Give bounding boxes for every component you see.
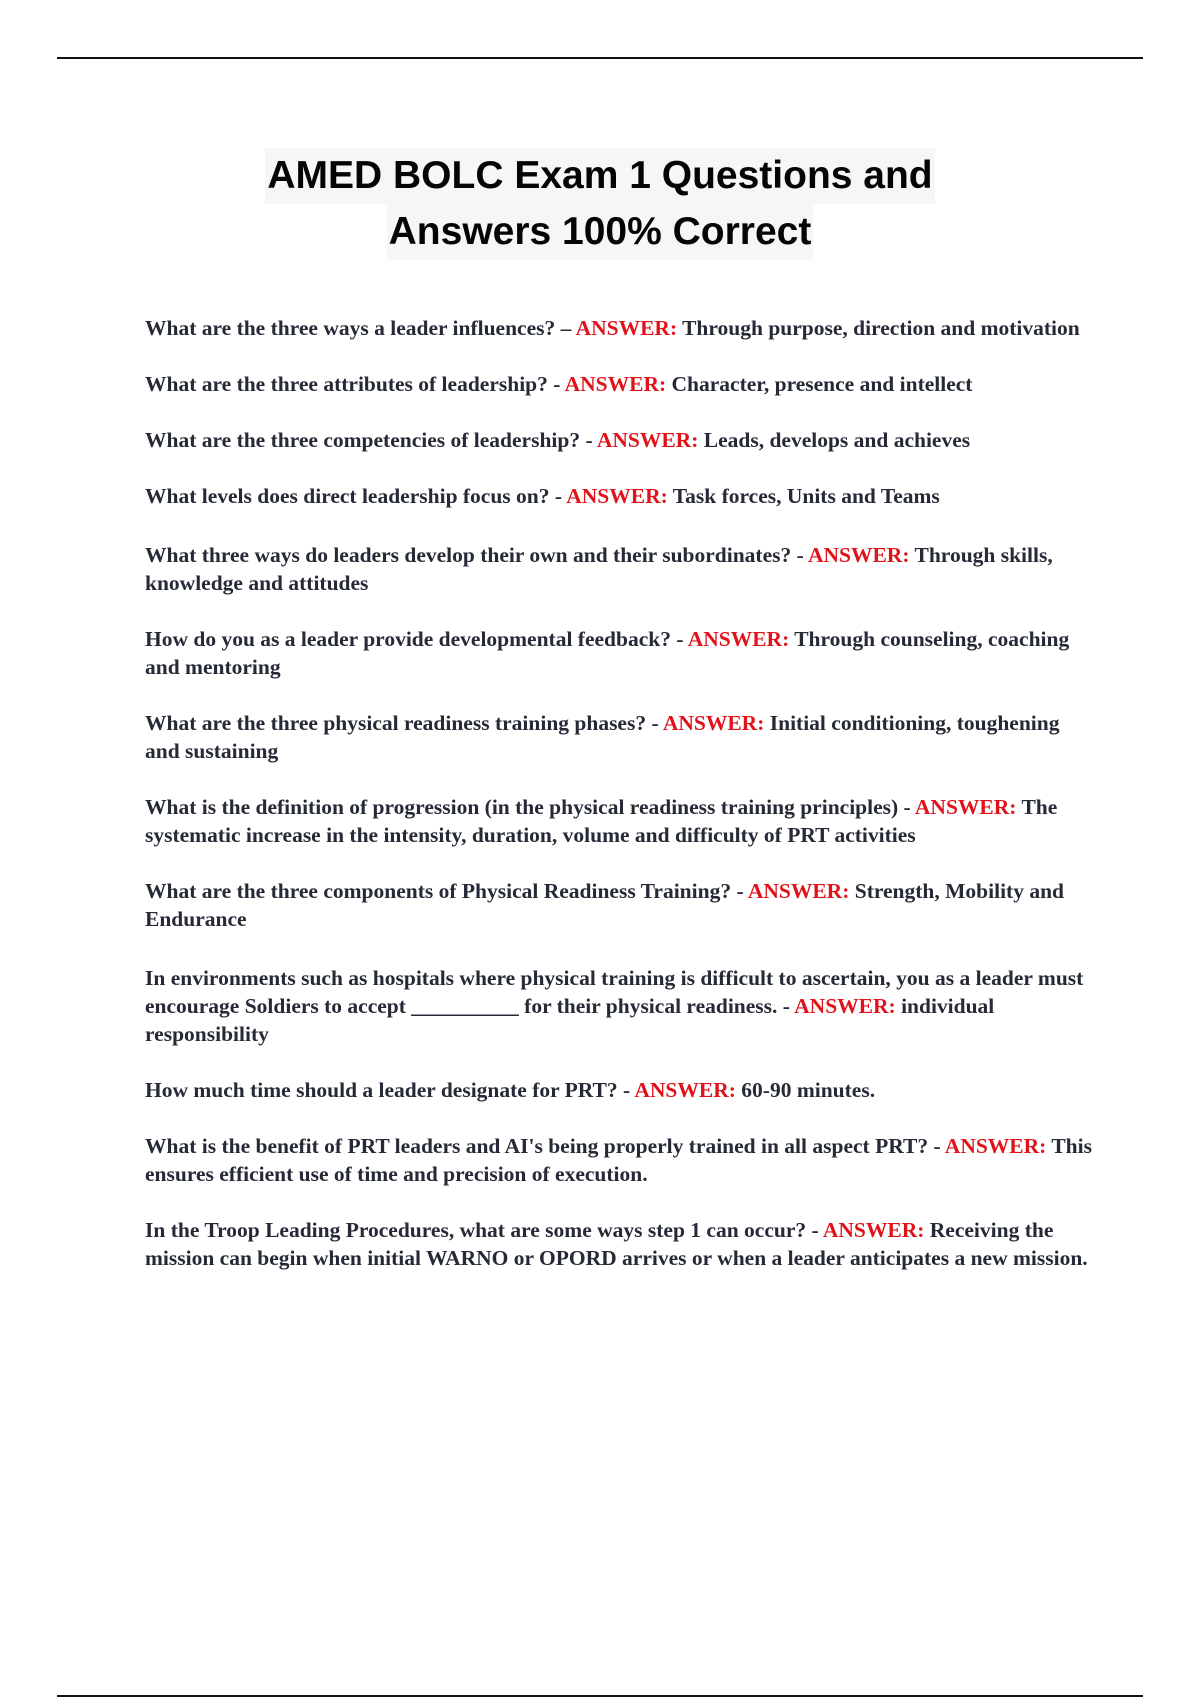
question-text: How much time should a leader designate for PRT? -: [145, 1078, 635, 1102]
question-text: In environments such as hospitals where physical training is difficult to ascertain, you as a leader must encourage Soldiers to accept __________ for their physical readiness. -: [145, 966, 1084, 1018]
question-text: What three ways do leaders develop their own and their subordinates? -: [145, 543, 808, 567]
title-line-1: AMED BOLC Exam 1 Questions and: [265, 148, 934, 204]
answer-text: Initial conditioning, toughening and sustaining: [145, 711, 1060, 763]
answer-label: ANSWER:: [687, 627, 790, 651]
answer-text: Task forces, Units and Teams: [667, 484, 940, 508]
answer-label: ANSWER:: [662, 711, 765, 735]
answer-label: ANSWER:: [564, 372, 667, 396]
answer-text: Strength, Mobility and Endurance: [145, 879, 1064, 931]
answer-text: Through counseling, coaching and mentoring: [145, 627, 1070, 679]
qa-item-9: [145, 877, 1095, 933]
qa-item-5: [145, 541, 1095, 597]
answer-text: Character, presence and intellect: [666, 372, 973, 396]
question-text: What levels does direct leadership focus on? -: [145, 484, 567, 508]
question-text: What are the three attributes of leadership? -: [145, 372, 565, 396]
answer-label: ANSWER:: [807, 543, 910, 567]
question-text: What are the three ways a leader influences? –: [145, 316, 576, 340]
answer-label: ANSWER:: [914, 795, 1017, 819]
qa-item-2: [145, 370, 1095, 398]
question-text: In the Troop Leading Procedures, what are some ways step 1 can occur? -: [145, 1218, 823, 1242]
answer-label: ANSWER:: [596, 428, 699, 452]
qa-item-3: [145, 426, 1095, 454]
answer-label: ANSWER:: [566, 484, 668, 508]
question-text: What is the definition of progression (in the physical readiness training principles) -: [145, 795, 915, 819]
qa-item-1: [145, 314, 1095, 342]
answer-label: ANSWER:: [575, 316, 678, 340]
qa-list: [145, 314, 1095, 1300]
bottom-rule: [57, 1695, 1143, 1697]
qa-item-12: [145, 1132, 1095, 1188]
answer-text: 60-90 minutes.: [735, 1078, 876, 1102]
answer-text: Through purpose, direction and motivation: [677, 316, 1080, 340]
qa-item-4: [145, 482, 1095, 510]
answer-text: This ensures efficient use of time and precision of execution.: [145, 1134, 1092, 1186]
top-rule: [57, 57, 1143, 59]
answer-label: ANSWER:: [634, 1078, 736, 1102]
answer-text: The systematic increase in the intensity, duration, volume and difficulty of PRT activities: [145, 795, 1058, 847]
answer-text: Receiving the mission can begin when initial WARNO or OPORD arrives or when a leader anticipates a new mission.: [145, 1218, 1088, 1270]
answer-text: individual responsibility: [145, 994, 995, 1046]
question-text: What are the three components of Physical Readiness Training? -: [145, 879, 748, 903]
question-text: What are the three competencies of leadership? -: [145, 428, 597, 452]
qa-item-13: [145, 1216, 1095, 1272]
answer-text: Through skills, knowledge and attitudes: [145, 543, 1053, 595]
question-text: What is the benefit of PRT leaders and AI's being properly trained in all aspect PRT? -: [145, 1134, 945, 1158]
answer-label: ANSWER:: [822, 1218, 925, 1242]
answer-text: Leads, develops and achieves: [698, 428, 971, 452]
qa-item-6: [145, 625, 1095, 681]
qa-item-7: [145, 709, 1095, 765]
document-title: [0, 148, 1200, 260]
qa-item-10: [145, 964, 1095, 1048]
answer-label: ANSWER:: [794, 994, 896, 1018]
title-line-2: Answers 100% Correct: [387, 204, 814, 260]
question-text: How do you as a leader provide developmental feedback? -: [145, 627, 688, 651]
qa-item-8: [145, 793, 1095, 849]
qa-item-11: [145, 1076, 1095, 1104]
question-text: What are the three physical readiness training phases? -: [145, 711, 663, 735]
answer-label: ANSWER:: [944, 1134, 1047, 1158]
answer-label: ANSWER:: [747, 879, 850, 903]
